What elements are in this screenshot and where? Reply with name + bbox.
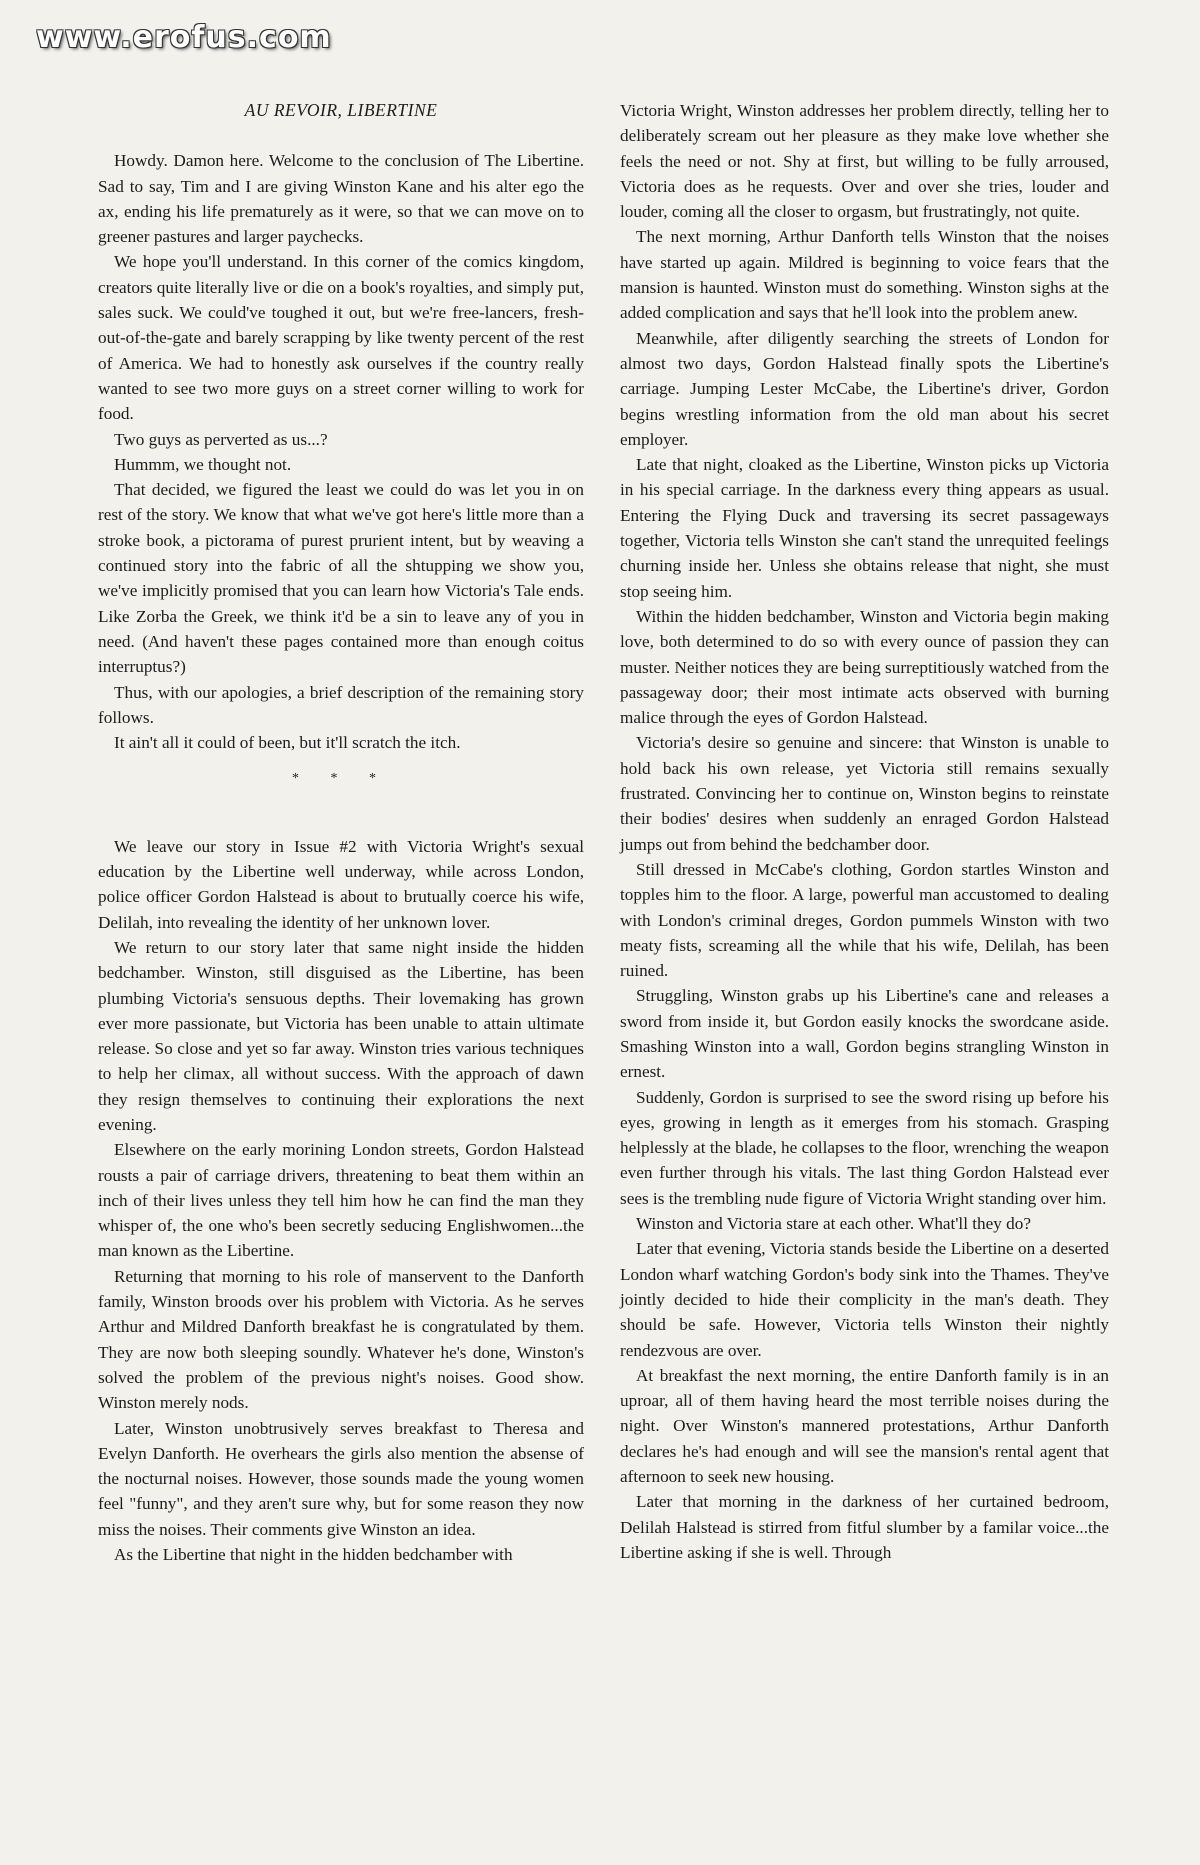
intro-paragraph: We hope you'll understand. In this corner of the comics kingdom, creators quite literally live or die on a book's royalties, and simply put, sales suck. We could've toughed it out, but we're free-lancers, fresh-out-of-the-gate and barely scrapping by like twenty percent of the rest of America. We had to honestly ask ourselves if the country really wanted to see two more guys on a street corner willing to work for food. <box>98 252 584 424</box>
right-column <box>620 98 1109 1565</box>
story-paragraph: Later that morning in the darkness of her curtained bedroom, Delilah Halstead is stirred from fitful slumber by a familar voice...the Libertine asking if she is well. Through <box>620 1492 1109 1562</box>
story-paragraph: Suddenly, Gordon is surprised to see the sword rising up before his eyes, growing in length as it emerges from his stomach. Grasping helplessly at the blade, he collapses to the floor, wrenching the weapon even further through his vitals. The last thing Gordon Halstead ever sees is the trembling nude figure of Victoria Wright standing over him. <box>620 1087 1109 1208</box>
story-paragraph: Late that night, cloaked as the Libertine, Winston picks up Victoria in his special carriage. In the darkness every thing appears as usual. Entering the Flying Duck and traversing its secret passageways together, Victoria tells Winston she can't stand the unrequited feelings churning inside her. Unless she obtains release that night, she must stop seeing him. <box>620 455 1109 601</box>
story-paragraph: Later that evening, Victoria stands beside the Libertine on a deserted London wharf watching Gordon's body sink into the Thames. They've jointly decided to hide their complicity in the man's death. They should be safe. However, Victoria tells Winston their nightly rendezvous are over. <box>620 1239 1109 1360</box>
story-paragraph: Struggling, Winston grabs up his Libertine's cane and releases a sword from inside it, but Gordon easily knocks the swordcane aside. Smashing Winston into a wall, Gordon begins strangling Winston in ernest. <box>620 986 1109 1082</box>
story-paragraph: We return to our story later that same night inside the hidden bedchamber. Winston, still disguised as the Libertine, has been plumbing Victoria's sensuous depths. Their lovemaking has grown ever more passionate, but Victoria has been unable to attain ultimate release. So close and yet so far away. Winston tries various techniques to help her climax, all without success. With the approach of dawn they resign themselves to continuing their explorations the next evening. <box>98 937 584 1134</box>
story-paragraph: Later, Winston unobtrusively serves breakfast to Theresa and Evelyn Danforth. He overhears the girls also mention the absense of the nocturnal noises. However, those sounds made the young women feel "funny", and they aren't sure why, but for some reason they now miss the noises. Their comments give Winston an idea. <box>98 1418 584 1539</box>
article-heading: AU REVOIR, LIBERTINE <box>244 100 438 120</box>
intro-paragraph: That decided, we figured the least we could do was let you in on rest of the story. We know that what we've got here's little more than a stroke book, a pictorama of purest prurient intent, but by weaving a continued story into the fabric of all the shtupping we show you, we've implicitly promised that you can learn how Victoria's Tale ends. Like Zorba the Greek, we think it'd be a sin to leave any of you in need. (And haven't these pages contained more than enough coitus interruptus?) <box>98 480 584 677</box>
left-column <box>98 98 584 1567</box>
story-paragraph: We leave our story in Issue #2 with Victoria Wright's sexual education by the Libertine well underway, while across London, police officer Gordon Halstead is about to brutually coerce his wife, Delilah, into revealing the identity of her unknown lover. <box>98 836 584 932</box>
story-paragraph: Meanwhile, after diligently searching the streets of London for almost two days, Gordon Halstead finally spots the Libertine's carriage. Jumping Lester McCabe, the Libertine's driver, Gordon begins wrestling information from the old man about his secret employer. <box>620 328 1109 449</box>
story-paragraph: Within the hidden bedchamber, Winston and Victoria begin making love, both determined to do so with every ounce of passion they can muster. Neither notices they are being surreptitiously watched from the passageway door; their most intimate acts observed with burning malice through the eyes of Gordon Halstead. <box>620 606 1109 728</box>
intro-paragraph: Hummm, we thought not. <box>114 454 292 474</box>
story-paragraph: At breakfast the next morning, the entire Danforth family is in an uproar, all of them having heard the most terrible noises during the night. Over Winston's mannered protestations, Arthur Danforth declares he's had enough and will see the mansion's rental agent that afternoon to seek new housing. <box>620 1365 1109 1487</box>
story-paragraph: Still dressed in McCabe's clothing, Gordon startles Winston and topples him to the floor. A large, powerful man accustomed to dealing with London's criminal dreges, Gordon pummels Winston with two meaty fists, screaming all the while that his wife, Delilah, has been ruined. <box>620 859 1109 981</box>
site-watermark: www.erofus.com <box>36 20 332 55</box>
story-paragraph: Winston and Victoria stare at each other. What'll they do? <box>636 1214 1031 1234</box>
intro-paragraph: Two guys as perverted as us...? <box>114 429 328 449</box>
story-paragraph: Elsewhere on the early morining London streets, Gordon Halstead rousts a pair of carriage drivers, threatening to beat them within an inch of their lives unless they tell him how he can find the man they whisper of, the one who's been secretly seducing Englishwomen...the man known as the Libertine. <box>98 1140 584 1261</box>
story-paragraph: Returning that morning to his role of manservent to the Danforth family, Winston broods over his problem with Victoria. As he serves Arthur and Mildred Danforth breakfast he is congratulated by them. They are now both sleeping soundly. Whatever he's done, Winston's solved the problem of the previous night's noises. Good show. Winston merely nods. <box>98 1266 584 1413</box>
intro-paragraph: Howdy. Damon here. Welcome to the conclusion of The Libertine. Sad to say, Tim and I are giving Winston Kane and his alter ego the ax, ending his life prematurely as it were, so that we can move on to greener pastures and larger paychecks. <box>98 151 584 247</box>
story-paragraph: Victoria's desire so genuine and sincere: that Winston is unable to hold back his own release, yet Victoria still remains sexually frustrated. Convincing her to continue on, Winston begins to reinstate their bodies' desires when suddenly an enraged Gordon Halstead jumps out from behind the bedchamber door. <box>620 733 1109 854</box>
story-paragraph: Victoria Wright, Winston addresses her problem directly, telling her to deliberately scream out her pleasure as they make love whether she feels the need or not. Shy at first, but willing to be fully arroused, Victoria does as he requests. Over and over she tries, louder and louder, coming all the closer to orgasm, but frustratingly, not quite. <box>620 101 1109 222</box>
story-paragraph: As the Libertine that night in the hidden bedchamber with <box>114 1545 513 1565</box>
intro-paragraph: It ain't all it could of been, but it'll scratch the itch. <box>114 733 461 753</box>
story-paragraph: The next morning, Arthur Danforth tells Winston that the noises have started up again. Mildred is beginning to voice fears that the mansion is haunted. Winston must do something. Winston sighs at the added complication and says that he'll look into the problem anew. <box>620 227 1109 323</box>
section-separator: * * * <box>292 771 390 787</box>
intro-paragraph: Thus, with our apologies, a brief description of the remaining story follows. <box>98 682 584 727</box>
